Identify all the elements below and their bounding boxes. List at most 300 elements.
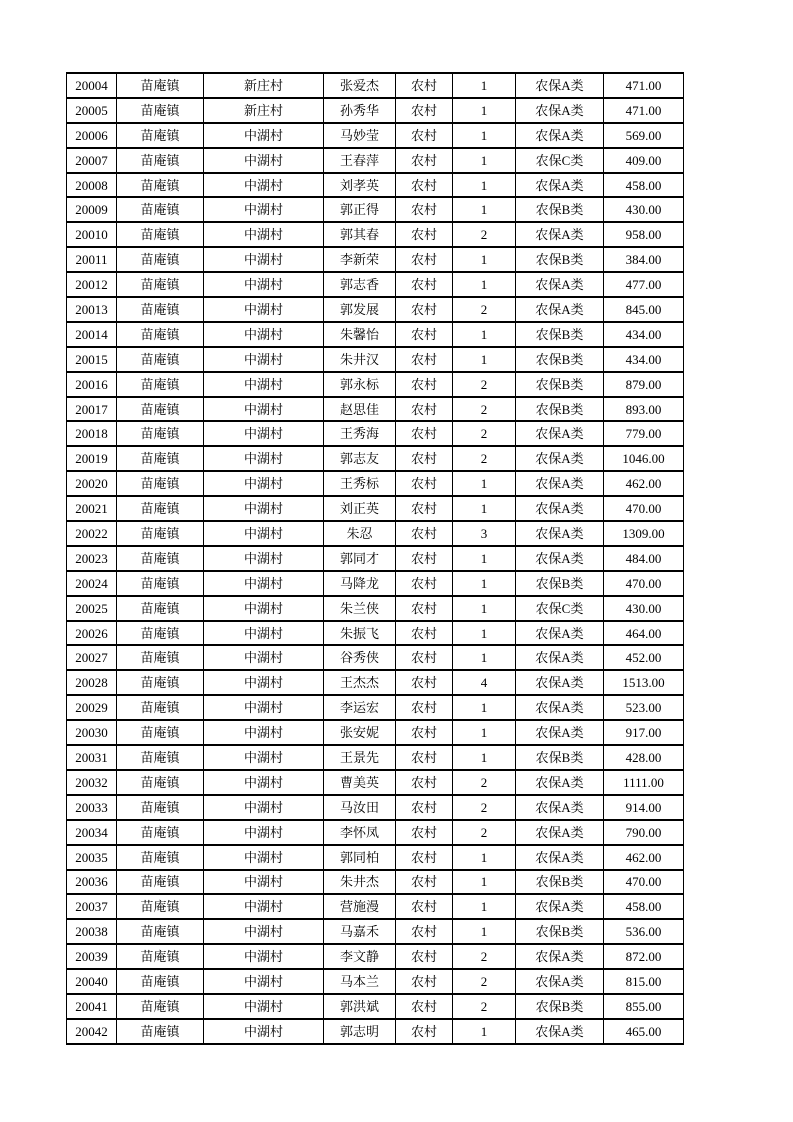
cell-type: 农村 <box>396 621 453 646</box>
cell-category: 农保B类 <box>516 247 604 272</box>
cell-type: 农村 <box>396 870 453 895</box>
cell-type: 农村 <box>396 571 453 596</box>
cell-category: 农保A类 <box>516 222 604 247</box>
cell-amount: 917.00 <box>604 720 684 745</box>
cell-town: 苗庵镇 <box>117 272 204 297</box>
sheet-page <box>66 72 684 1045</box>
cell-village: 中湖村 <box>204 994 324 1019</box>
cell-village: 中湖村 <box>204 197 324 222</box>
table-row <box>67 446 684 471</box>
cell-count: 1 <box>453 247 516 272</box>
cell-village: 中湖村 <box>204 645 324 670</box>
cell-type: 农村 <box>396 645 453 670</box>
cell-count: 1 <box>453 571 516 596</box>
cell-town: 苗庵镇 <box>117 222 204 247</box>
table-row <box>67 372 684 397</box>
cell-count: 1 <box>453 73 516 98</box>
cell-count: 1 <box>453 621 516 646</box>
cell-town: 苗庵镇 <box>117 397 204 422</box>
cell-village: 中湖村 <box>204 322 324 347</box>
cell-town: 苗庵镇 <box>117 471 204 496</box>
cell-amount: 1111.00 <box>604 770 684 795</box>
cell-id: 20023 <box>67 546 117 571</box>
cell-amount: 409.00 <box>604 148 684 173</box>
cell-amount: 958.00 <box>604 222 684 247</box>
cell-amount: 465.00 <box>604 1019 684 1044</box>
cell-town: 苗庵镇 <box>117 944 204 969</box>
cell-amount: 914.00 <box>604 795 684 820</box>
cell-category: 农保A类 <box>516 1019 604 1044</box>
table-row <box>67 994 684 1019</box>
cell-count: 1 <box>453 845 516 870</box>
cell-category: 农保B类 <box>516 745 604 770</box>
cell-type: 农村 <box>396 1019 453 1044</box>
cell-id: 20026 <box>67 621 117 646</box>
cell-town: 苗庵镇 <box>117 745 204 770</box>
cell-id: 20019 <box>67 446 117 471</box>
cell-type: 农村 <box>396 845 453 870</box>
cell-category: 农保A类 <box>516 173 604 198</box>
table-row <box>67 1019 684 1044</box>
cell-id: 20008 <box>67 173 117 198</box>
cell-count: 1 <box>453 347 516 372</box>
cell-name: 李运宏 <box>324 695 396 720</box>
cell-town: 苗庵镇 <box>117 720 204 745</box>
cell-category: 农保A类 <box>516 73 604 98</box>
cell-amount: 452.00 <box>604 645 684 670</box>
cell-type: 农村 <box>396 73 453 98</box>
cell-id: 20041 <box>67 994 117 1019</box>
table-row <box>67 919 684 944</box>
cell-name: 朱忍 <box>324 521 396 546</box>
cell-id: 20006 <box>67 123 117 148</box>
cell-type: 农村 <box>396 994 453 1019</box>
cell-id: 20035 <box>67 845 117 870</box>
cell-name: 郭发展 <box>324 297 396 322</box>
cell-category: 农保A类 <box>516 98 604 123</box>
cell-id: 20016 <box>67 372 117 397</box>
cell-type: 农村 <box>396 670 453 695</box>
cell-type: 农村 <box>396 397 453 422</box>
cell-type: 农村 <box>396 297 453 322</box>
cell-type: 农村 <box>396 596 453 621</box>
cell-town: 苗庵镇 <box>117 347 204 372</box>
cell-id: 20031 <box>67 745 117 770</box>
cell-name: 王春萍 <box>324 148 396 173</box>
cell-count: 2 <box>453 795 516 820</box>
cell-type: 农村 <box>396 421 453 446</box>
cell-category: 农保B类 <box>516 870 604 895</box>
cell-name: 朱兰侠 <box>324 596 396 621</box>
cell-category: 农保A类 <box>516 645 604 670</box>
cell-name: 马嘉禾 <box>324 919 396 944</box>
table-row <box>67 297 684 322</box>
cell-count: 1 <box>453 148 516 173</box>
cell-village: 中湖村 <box>204 421 324 446</box>
cell-town: 苗庵镇 <box>117 73 204 98</box>
cell-count: 3 <box>453 521 516 546</box>
cell-category: 农保A类 <box>516 795 604 820</box>
cell-village: 中湖村 <box>204 894 324 919</box>
cell-id: 20028 <box>67 670 117 695</box>
cell-id: 20032 <box>67 770 117 795</box>
cell-category: 农保B类 <box>516 347 604 372</box>
table-row <box>67 670 684 695</box>
cell-id: 20018 <box>67 421 117 446</box>
cell-name: 张爱杰 <box>324 73 396 98</box>
table-row <box>67 322 684 347</box>
cell-amount: 434.00 <box>604 347 684 372</box>
cell-name: 王秀海 <box>324 421 396 446</box>
cell-count: 1 <box>453 870 516 895</box>
cell-category: 农保A类 <box>516 521 604 546</box>
table-row <box>67 272 684 297</box>
cell-category: 农保B类 <box>516 372 604 397</box>
cell-category: 农保A类 <box>516 894 604 919</box>
cell-count: 1 <box>453 471 516 496</box>
cell-category: 农保A类 <box>516 446 604 471</box>
cell-category: 农保A类 <box>516 471 604 496</box>
cell-name: 谷秀侠 <box>324 645 396 670</box>
cell-id: 20033 <box>67 795 117 820</box>
cell-category: 农保B类 <box>516 397 604 422</box>
cell-name: 郭洪斌 <box>324 994 396 1019</box>
table-row <box>67 695 684 720</box>
cell-village: 中湖村 <box>204 820 324 845</box>
cell-id: 20037 <box>67 894 117 919</box>
cell-id: 20025 <box>67 596 117 621</box>
cell-count: 1 <box>453 695 516 720</box>
cell-type: 农村 <box>396 222 453 247</box>
cell-village: 中湖村 <box>204 770 324 795</box>
cell-town: 苗庵镇 <box>117 919 204 944</box>
cell-name: 营施漫 <box>324 894 396 919</box>
cell-type: 农村 <box>396 944 453 969</box>
cell-category: 农保B类 <box>516 322 604 347</box>
cell-village: 中湖村 <box>204 123 324 148</box>
cell-village: 中湖村 <box>204 496 324 521</box>
cell-count: 2 <box>453 446 516 471</box>
cell-amount: 484.00 <box>604 546 684 571</box>
cell-id: 20014 <box>67 322 117 347</box>
cell-category: 农保A类 <box>516 820 604 845</box>
cell-village: 中湖村 <box>204 272 324 297</box>
cell-town: 苗庵镇 <box>117 870 204 895</box>
cell-town: 苗庵镇 <box>117 372 204 397</box>
cell-count: 2 <box>453 994 516 1019</box>
cell-type: 农村 <box>396 272 453 297</box>
cell-name: 孙秀华 <box>324 98 396 123</box>
cell-id: 20015 <box>67 347 117 372</box>
cell-amount: 569.00 <box>604 123 684 148</box>
cell-id: 20013 <box>67 297 117 322</box>
cell-amount: 458.00 <box>604 894 684 919</box>
cell-count: 1 <box>453 546 516 571</box>
cell-category: 农保A类 <box>516 845 604 870</box>
cell-count: 2 <box>453 770 516 795</box>
cell-village: 中湖村 <box>204 919 324 944</box>
table-row <box>67 521 684 546</box>
cell-village: 中湖村 <box>204 347 324 372</box>
cell-town: 苗庵镇 <box>117 322 204 347</box>
cell-name: 朱振飞 <box>324 621 396 646</box>
cell-amount: 471.00 <box>604 98 684 123</box>
cell-id: 20012 <box>67 272 117 297</box>
cell-type: 农村 <box>396 820 453 845</box>
cell-name: 郭同柏 <box>324 845 396 870</box>
cell-type: 农村 <box>396 546 453 571</box>
cell-category: 农保A类 <box>516 720 604 745</box>
cell-name: 李新荣 <box>324 247 396 272</box>
cell-name: 李怀凤 <box>324 820 396 845</box>
table-row <box>67 571 684 596</box>
cell-type: 农村 <box>396 969 453 994</box>
cell-town: 苗庵镇 <box>117 546 204 571</box>
cell-town: 苗庵镇 <box>117 98 204 123</box>
cell-village: 中湖村 <box>204 297 324 322</box>
cell-amount: 536.00 <box>604 919 684 944</box>
cell-category: 农保A类 <box>516 670 604 695</box>
cell-category: 农保C类 <box>516 148 604 173</box>
cell-type: 农村 <box>396 446 453 471</box>
cell-count: 1 <box>453 720 516 745</box>
cell-category: 农保A类 <box>516 944 604 969</box>
cell-village: 中湖村 <box>204 546 324 571</box>
cell-name: 郭志香 <box>324 272 396 297</box>
cell-amount: 523.00 <box>604 695 684 720</box>
cell-amount: 893.00 <box>604 397 684 422</box>
cell-count: 4 <box>453 670 516 695</box>
cell-amount: 430.00 <box>604 197 684 222</box>
cell-count: 2 <box>453 297 516 322</box>
table-row <box>67 944 684 969</box>
cell-name: 王杰杰 <box>324 670 396 695</box>
cell-name: 郭同才 <box>324 546 396 571</box>
cell-village: 中湖村 <box>204 720 324 745</box>
cell-amount: 790.00 <box>604 820 684 845</box>
table-row <box>67 471 684 496</box>
cell-village: 中湖村 <box>204 148 324 173</box>
cell-count: 2 <box>453 969 516 994</box>
cell-village: 中湖村 <box>204 969 324 994</box>
cell-amount: 1309.00 <box>604 521 684 546</box>
table-row <box>67 173 684 198</box>
cell-type: 农村 <box>396 795 453 820</box>
cell-village: 中湖村 <box>204 521 324 546</box>
table-row <box>67 745 684 770</box>
cell-town: 苗庵镇 <box>117 596 204 621</box>
cell-town: 苗庵镇 <box>117 496 204 521</box>
table-row <box>67 98 684 123</box>
cell-name: 王景先 <box>324 745 396 770</box>
cell-count: 1 <box>453 1019 516 1044</box>
cell-name: 曹美英 <box>324 770 396 795</box>
cell-count: 1 <box>453 596 516 621</box>
cell-name: 马降龙 <box>324 571 396 596</box>
cell-id: 20009 <box>67 197 117 222</box>
cell-name: 马本兰 <box>324 969 396 994</box>
table-row <box>67 870 684 895</box>
cell-town: 苗庵镇 <box>117 645 204 670</box>
cell-town: 苗庵镇 <box>117 621 204 646</box>
cell-village: 中湖村 <box>204 670 324 695</box>
table-row <box>67 397 684 422</box>
cell-village: 中湖村 <box>204 1019 324 1044</box>
cell-id: 20007 <box>67 148 117 173</box>
cell-id: 20029 <box>67 695 117 720</box>
cell-amount: 477.00 <box>604 272 684 297</box>
cell-id: 20024 <box>67 571 117 596</box>
cell-id: 20038 <box>67 919 117 944</box>
cell-category: 农保A类 <box>516 770 604 795</box>
cell-category: 农保A类 <box>516 421 604 446</box>
cell-count: 1 <box>453 894 516 919</box>
cell-id: 20010 <box>67 222 117 247</box>
cell-type: 农村 <box>396 148 453 173</box>
cell-village: 中湖村 <box>204 596 324 621</box>
cell-village: 新庄村 <box>204 98 324 123</box>
cell-village: 中湖村 <box>204 397 324 422</box>
cell-village: 中湖村 <box>204 845 324 870</box>
table-row <box>67 496 684 521</box>
table-row <box>67 222 684 247</box>
cell-amount: 1046.00 <box>604 446 684 471</box>
cell-id: 20011 <box>67 247 117 272</box>
cell-type: 农村 <box>396 745 453 770</box>
cell-name: 马汝田 <box>324 795 396 820</box>
cell-type: 农村 <box>396 197 453 222</box>
cell-name: 郭志明 <box>324 1019 396 1044</box>
table-row <box>67 546 684 571</box>
cell-id: 20021 <box>67 496 117 521</box>
cell-count: 1 <box>453 496 516 521</box>
cell-count: 1 <box>453 173 516 198</box>
cell-type: 农村 <box>396 770 453 795</box>
cell-town: 苗庵镇 <box>117 297 204 322</box>
cell-town: 苗庵镇 <box>117 969 204 994</box>
cell-amount: 779.00 <box>604 421 684 446</box>
cell-type: 农村 <box>396 123 453 148</box>
cell-amount: 470.00 <box>604 496 684 521</box>
cell-type: 农村 <box>396 695 453 720</box>
cell-amount: 458.00 <box>604 173 684 198</box>
cell-count: 1 <box>453 322 516 347</box>
cell-category: 农保B类 <box>516 994 604 1019</box>
cell-amount: 855.00 <box>604 994 684 1019</box>
cell-amount: 815.00 <box>604 969 684 994</box>
cell-type: 农村 <box>396 173 453 198</box>
cell-name: 朱井杰 <box>324 870 396 895</box>
cell-count: 2 <box>453 944 516 969</box>
cell-count: 1 <box>453 272 516 297</box>
cell-type: 农村 <box>396 471 453 496</box>
cell-village: 中湖村 <box>204 870 324 895</box>
table-row <box>67 770 684 795</box>
cell-category: 农保A类 <box>516 123 604 148</box>
cell-name: 朱井汉 <box>324 347 396 372</box>
cell-count: 2 <box>453 222 516 247</box>
cell-count: 2 <box>453 820 516 845</box>
cell-id: 20020 <box>67 471 117 496</box>
cell-type: 农村 <box>396 894 453 919</box>
table-row <box>67 197 684 222</box>
cell-town: 苗庵镇 <box>117 197 204 222</box>
table-row <box>67 596 684 621</box>
cell-village: 中湖村 <box>204 173 324 198</box>
cell-category: 农保A类 <box>516 969 604 994</box>
cell-type: 农村 <box>396 347 453 372</box>
cell-amount: 879.00 <box>604 372 684 397</box>
cell-town: 苗庵镇 <box>117 521 204 546</box>
cell-type: 农村 <box>396 521 453 546</box>
cell-type: 农村 <box>396 720 453 745</box>
cell-name: 郭永标 <box>324 372 396 397</box>
cell-id: 20022 <box>67 521 117 546</box>
cell-name: 郭其春 <box>324 222 396 247</box>
cell-name: 朱馨怡 <box>324 322 396 347</box>
cell-category: 农保A类 <box>516 496 604 521</box>
cell-id: 20042 <box>67 1019 117 1044</box>
records-table-body <box>67 73 684 1044</box>
cell-village: 中湖村 <box>204 571 324 596</box>
cell-amount: 470.00 <box>604 870 684 895</box>
cell-village: 中湖村 <box>204 247 324 272</box>
cell-name: 赵思佳 <box>324 397 396 422</box>
cell-id: 20036 <box>67 870 117 895</box>
cell-village: 中湖村 <box>204 471 324 496</box>
cell-id: 20027 <box>67 645 117 670</box>
cell-count: 1 <box>453 197 516 222</box>
cell-name: 张安妮 <box>324 720 396 745</box>
cell-id: 20005 <box>67 98 117 123</box>
cell-town: 苗庵镇 <box>117 1019 204 1044</box>
table-row <box>67 247 684 272</box>
cell-amount: 384.00 <box>604 247 684 272</box>
insurance-records-table <box>66 72 684 1045</box>
cell-village: 中湖村 <box>204 621 324 646</box>
table-row <box>67 820 684 845</box>
cell-id: 20017 <box>67 397 117 422</box>
cell-category: 农保C类 <box>516 596 604 621</box>
cell-town: 苗庵镇 <box>117 173 204 198</box>
table-row <box>67 347 684 372</box>
cell-village: 中湖村 <box>204 446 324 471</box>
cell-town: 苗庵镇 <box>117 571 204 596</box>
cell-id: 20040 <box>67 969 117 994</box>
cell-town: 苗庵镇 <box>117 795 204 820</box>
cell-id: 20030 <box>67 720 117 745</box>
cell-id: 20039 <box>67 944 117 969</box>
cell-village: 新庄村 <box>204 73 324 98</box>
cell-count: 1 <box>453 919 516 944</box>
cell-town: 苗庵镇 <box>117 247 204 272</box>
cell-amount: 471.00 <box>604 73 684 98</box>
cell-amount: 1513.00 <box>604 670 684 695</box>
table-row <box>67 621 684 646</box>
table-row <box>67 969 684 994</box>
cell-count: 2 <box>453 372 516 397</box>
cell-name: 王秀标 <box>324 471 396 496</box>
cell-category: 农保A类 <box>516 695 604 720</box>
cell-count: 2 <box>453 397 516 422</box>
cell-count: 1 <box>453 98 516 123</box>
cell-town: 苗庵镇 <box>117 421 204 446</box>
cell-amount: 462.00 <box>604 471 684 496</box>
cell-category: 农保A类 <box>516 621 604 646</box>
cell-count: 1 <box>453 745 516 770</box>
cell-name: 刘孝英 <box>324 173 396 198</box>
cell-category: 农保A类 <box>516 272 604 297</box>
